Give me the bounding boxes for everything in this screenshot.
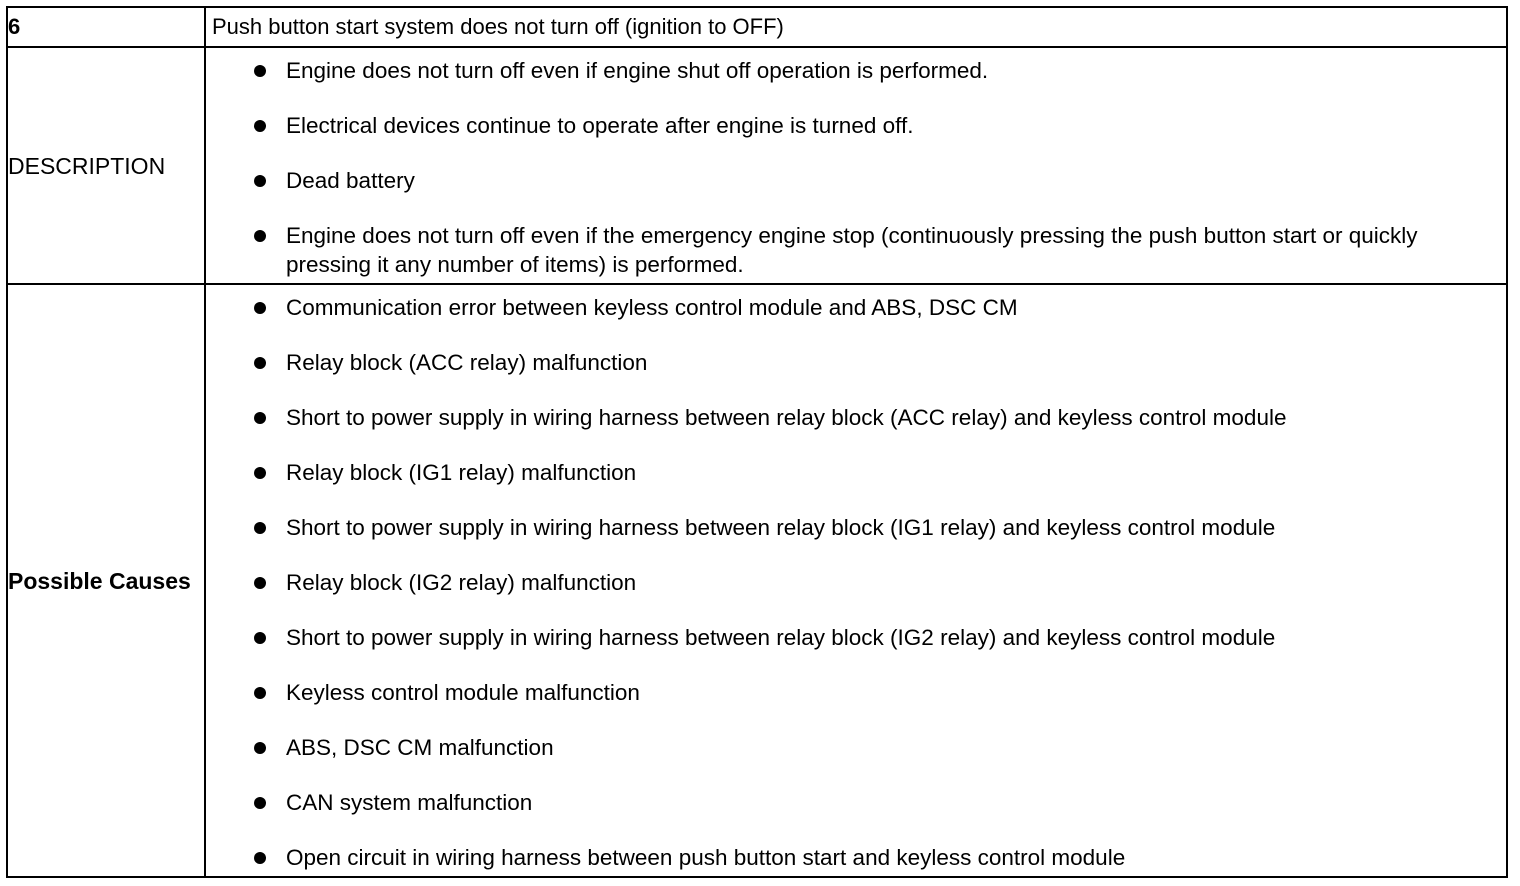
cause-item: Short to power supply in wiring harness between relay block (IG2 relay) and keyless control module xyxy=(251,623,1486,652)
cause-item: Short to power supply in wiring harness between relay block (IG1 relay) and keyless control module xyxy=(251,513,1486,542)
possible-causes-list xyxy=(206,293,1506,872)
possible-causes-row xyxy=(7,284,1507,877)
cause-item: Communication error between keyless control module and ABS, DSC CM xyxy=(251,293,1486,322)
description-row xyxy=(7,47,1507,284)
description-item: Dead battery xyxy=(251,166,1486,195)
description-item: Engine does not turn off even if engine shut off operation is performed. xyxy=(251,56,1486,85)
possible-causes-cell xyxy=(205,284,1507,877)
title-row xyxy=(7,7,1507,47)
description-label: DESCRIPTION xyxy=(7,47,205,284)
cause-item: Relay block (ACC relay) malfunction xyxy=(251,348,1486,377)
step-number: 6 xyxy=(7,7,205,47)
cause-item: Keyless control module malfunction xyxy=(251,678,1486,707)
cause-item: ABS, DSC CM malfunction xyxy=(251,733,1486,762)
cause-item: CAN system malfunction xyxy=(251,788,1486,817)
description-list xyxy=(206,56,1506,279)
cause-item: Relay block (IG2 relay) malfunction xyxy=(251,568,1486,597)
cause-item: Short to power supply in wiring harness between relay block (ACC relay) and keyless control module xyxy=(251,403,1486,432)
description-item: Electrical devices continue to operate after engine is turned off. xyxy=(251,111,1486,140)
cause-item: Open circuit in wiring harness between push button start and keyless control module xyxy=(251,843,1486,872)
description-cell xyxy=(205,47,1507,284)
symptom-title: Push button start system does not turn off (ignition to OFF) xyxy=(205,7,1507,47)
troubleshooting-table xyxy=(6,6,1508,878)
possible-causes-label: Possible Causes xyxy=(7,284,205,877)
description-item: Engine does not turn off even if the emergency engine stop (continuously pressing the push button start or quickly pressing it any number of items) is performed. xyxy=(251,221,1486,279)
cause-item: Relay block (IG1 relay) malfunction xyxy=(251,458,1486,487)
